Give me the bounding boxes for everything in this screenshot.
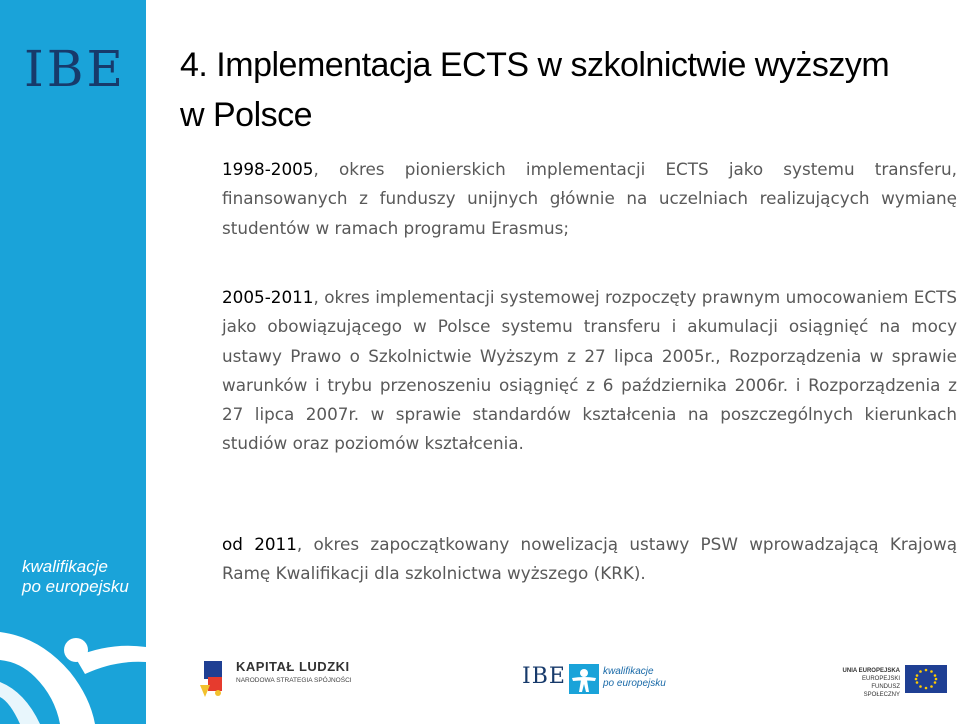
period-label: od 2011 bbox=[222, 534, 297, 554]
eu-line-1: UNIA EUROPEJSKA bbox=[842, 668, 900, 674]
footer-ibe-logo: IBE bbox=[522, 664, 566, 689]
eu-line-2: EUROPEJSKI bbox=[861, 676, 900, 682]
paragraph-od-2011 bbox=[222, 530, 957, 589]
title-line-1: 4. Implementacja ECTS w szkolnictwie wyższym bbox=[180, 46, 890, 84]
paragraph-1998-2005 bbox=[222, 155, 957, 243]
person-figure-icon bbox=[0, 612, 146, 724]
eu-fund-text bbox=[842, 667, 900, 699]
sidebar-tagline bbox=[22, 557, 129, 597]
paragraph-2005-2011 bbox=[222, 283, 957, 459]
ibe-logo: IBE bbox=[24, 40, 126, 98]
paragraph-text: , okres implementacji systemowej rozpoczęty prawnym umocowaniem ECTS jako obowiązującego w Polsce systemu transferu i akumulacji osiągnięć na mocy ustawy Prawo o Szkolnictwie Wyższym z 27 lipca 2005r., Rozporządzenia w sprawie warunków i trybu przenoszeniu osiągnięć z 6 października 2006r. i Rozporządzenia z 27 lipca 2007r. w sprawie standardów kształcenia na poszczególnych kierunkach studiów oraz poziomów kształcenia. bbox=[222, 287, 957, 454]
tagline-line-1: kwalifikacje bbox=[22, 557, 108, 576]
period-label: 1998-2005 bbox=[222, 159, 314, 179]
kapital-ludzki-subtitle: NARODOWA STRATEGIA SPÓJNOŚCI bbox=[236, 677, 352, 684]
title-line-2: w Polsce bbox=[180, 96, 313, 134]
paragraph-text: , okres zapoczątkowany nowelizacją ustawy PSW wprowadzającą Krajową Ramę Kwalifikacji dla szkolnictwa wyższego (KRK). bbox=[222, 534, 957, 584]
paragraph-text: , okres pionierskich implementacji ECTS jako systemu transferu, finansowanych z funduszy unijnych głównie na uczelniach realizujących wymianę studentów w ramach programu Erasmus; bbox=[222, 159, 957, 238]
ibe-figure-icon bbox=[569, 664, 599, 694]
eu-line-3: FUNDUSZ SPOŁECZNY bbox=[863, 684, 900, 698]
slide-title bbox=[180, 40, 950, 140]
period-label: 2005-2011 bbox=[222, 287, 314, 307]
eu-flag-icon bbox=[905, 665, 947, 693]
footer-ibe-tagline bbox=[603, 666, 666, 690]
footer-tagline-line-1: kwalifikacje bbox=[603, 666, 654, 677]
tagline-line-2: po europejsku bbox=[22, 577, 129, 596]
sidebar bbox=[0, 0, 146, 724]
kapital-ludzki-title: KAPITAŁ LUDZKI bbox=[236, 659, 350, 674]
footer-tagline-line-2: po europejsku bbox=[603, 678, 666, 689]
